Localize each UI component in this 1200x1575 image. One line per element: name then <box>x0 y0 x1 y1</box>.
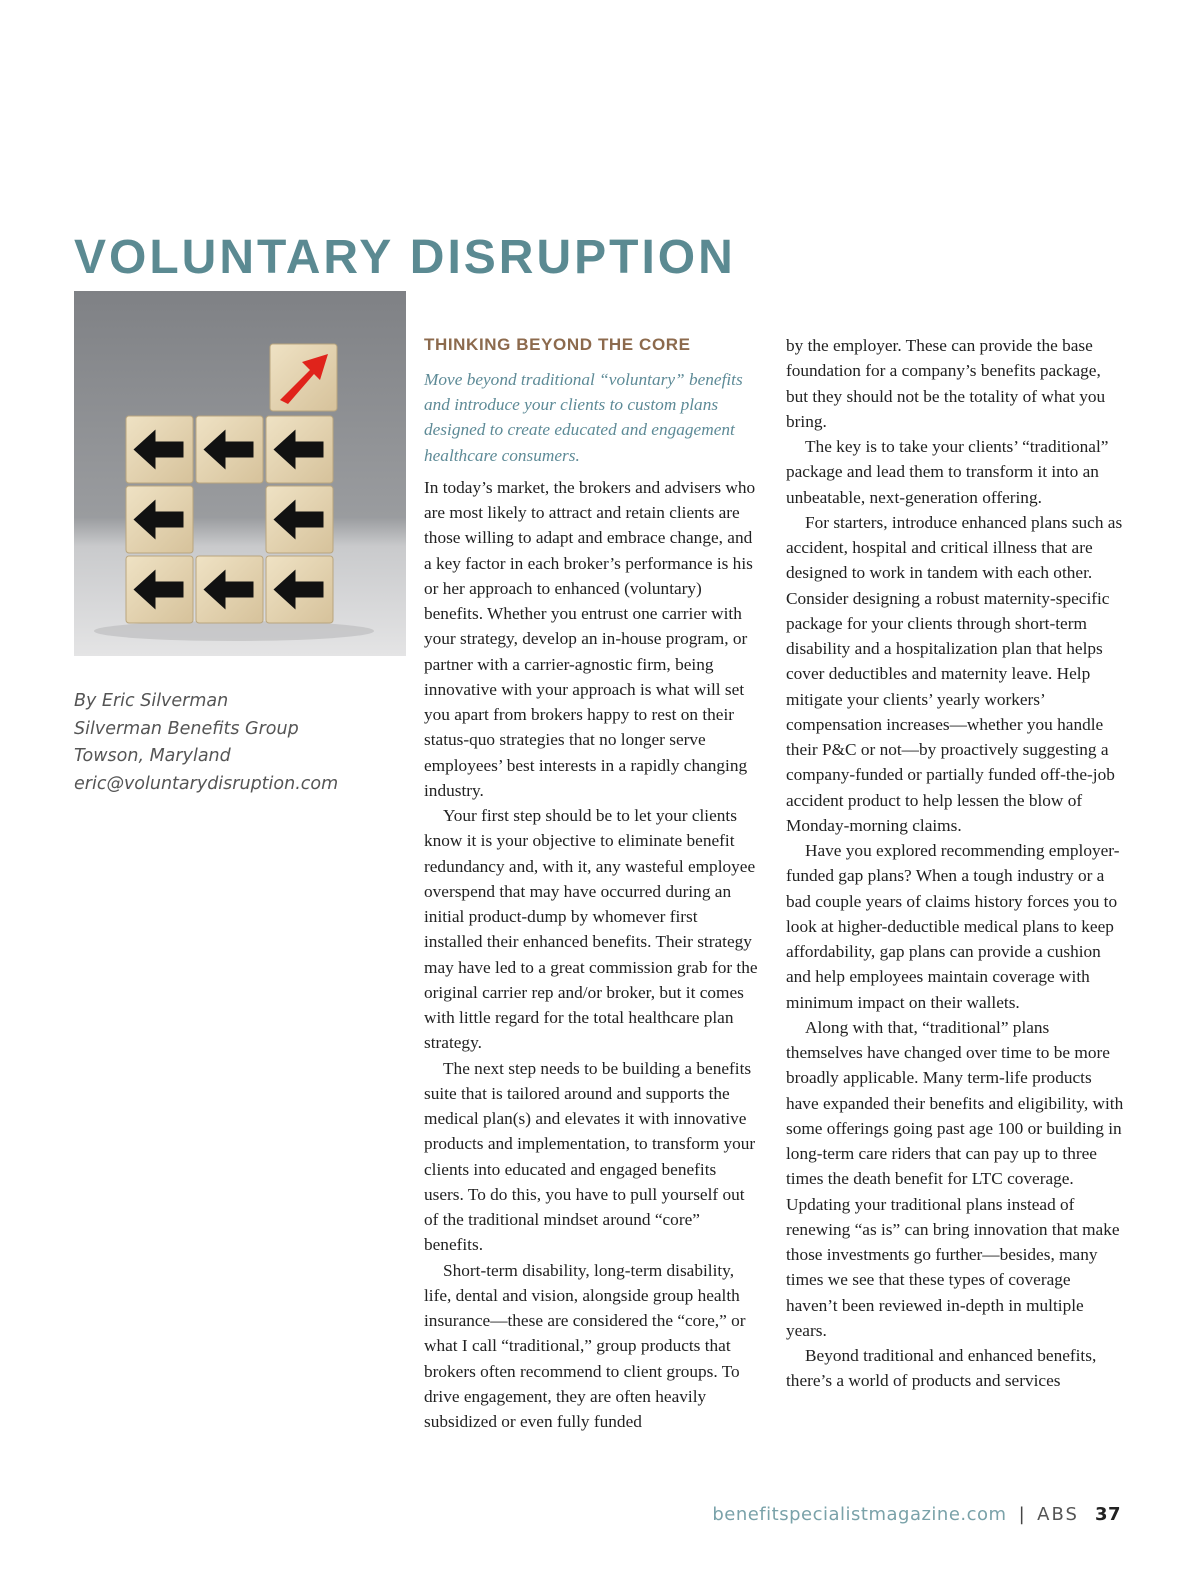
body-paragraph: by the employer. These can provide the base foundation for a company’s benefits package, but they should not be the totality of what you bring. <box>786 336 1106 431</box>
author-byline <box>74 688 404 798</box>
body-paragraph: In today’s market, the brokers and advisers who are most likely to attract and retain clients are those willing to adapt and embrace change, and a key factor in each broker’s performance is his or her approach to enhanced (voluntary) benefits. Whether you entrust one carrier with your strategy, develop an in-house program, or partner with a carrier-agnostic firm, being innovative with your approach is what will set you apart from brokers happy to rest on their status-quo strategies that no longer serve employees’ best interests in a rapidly changing industry. <box>424 477 756 800</box>
body-paragraph: Beyond traditional and enhanced benefits, there’s a world of products and services <box>786 1346 1097 1391</box>
article-deck: Move beyond traditional “voluntary” benefits and introduce your clients to custom plans designed to create educated and engagement healthcare consumers. <box>424 370 743 465</box>
author-location: Towson, Maryland <box>74 746 231 766</box>
body-paragraph: The key is to take your clients’ “traditional” package and lead them to transform it into an unbeatable, next-generation offering. <box>786 437 1109 507</box>
article-photo <box>74 291 406 656</box>
article-column-2 <box>786 333 1124 1394</box>
section-kicker: THINKING BEYOND THE CORE <box>424 335 691 354</box>
author-email[interactable]: eric@voluntarydisruption.com <box>74 773 339 794</box>
body-paragraph: The next step needs to be building a benefits suite that is tailored around and supports the medical plan(s) and elevates it with innovative products and implementation, to transform your clients into educated and engaged benefits users. To do this, you have to pull yourself out of the traditional mindset around “core” benefits. <box>424 1058 756 1255</box>
page-footer <box>712 1504 1121 1525</box>
article-title: VOLUNTARY DISRUPTION <box>74 231 736 284</box>
footer-separator: | <box>1018 1504 1026 1525</box>
body-paragraph: Short-term disability, long-term disability, life, dental and vision, alongside group health insurance—these are considered the “core,” or what I call “traditional,” group products that brokers often recommend to client groups. To drive engagement, they are often heavily subsidized or even fully funded <box>424 1260 746 1432</box>
body-paragraph: Have you explored recommending employer-funded gap plans? When a tough industry or a bad couple years of claims history forces you to look at higher-deductible medical plans to keep affordability, gap plans can provide a cushion and help employees maintain coverage with minimum impact on their wallets. <box>786 841 1120 1012</box>
body-paragraph: Along with that, “traditional” plans themselves have changed over time to be more broadly applicable. Many term-life products have expanded their benefits and eligibility, with some offerings going past age 100 or building in long-term care riders that can pay up to three times the death benefit for LTC coverage. Updating your traditional plans instead of renewing “as is” can bring innovation that make those investments go further—besides, many times we see that these types of coverage haven’t been reviewed in-depth in multiple years. <box>786 1017 1124 1340</box>
article-column-1 <box>424 333 760 1434</box>
footer-site[interactable]: benefitspecialistmagazine.com <box>712 1504 1007 1525</box>
footer-publication: ABS <box>1037 1504 1079 1525</box>
author-name: By Eric Silverman <box>74 691 229 711</box>
author-company: Silverman Benefits Group <box>74 718 299 739</box>
body-paragraph: For starters, introduce enhanced plans such as accident, hospital and critical illness that are designed to work in tandem with each other. Consider designing a robust maternity-specific package for your clients through short-term disability and a hospitalization plan that helps cover deductibles and maternity leave. Help mitigate your clients’ yearly workers’ compensation increases—whether you handle their P&C or not—by proactively suggesting a company-funded or partially funded off-the-job accident product to help lessen the blow of Monday-morning claims. <box>786 512 1123 835</box>
body-paragraph: Your first step should be to let your clients know it is your objective to eliminate benefit redundancy and, with it, any wasteful employee overspend that may have occurred during an initial product-dump by whomever first installed their enhanced benefits. Their strategy may have led to a great commission grab for the original carrier rep and/or broker, but it comes with little regard for the total healthcare plan strategy. <box>424 806 758 1053</box>
page-number: 37 <box>1094 1504 1121 1525</box>
